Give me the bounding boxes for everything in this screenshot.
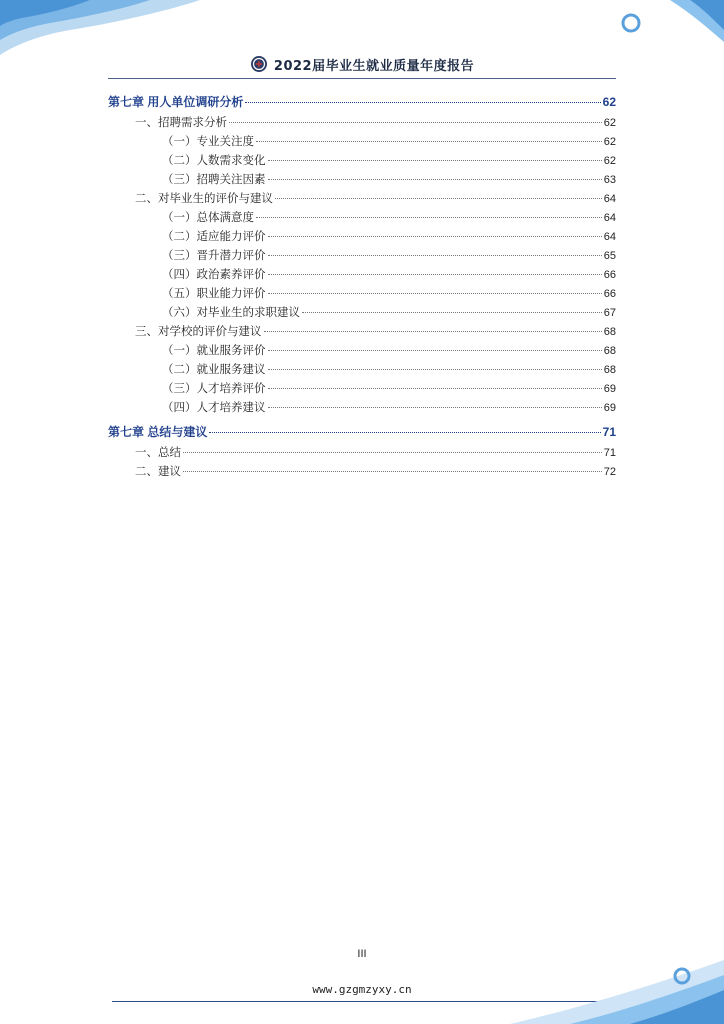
toc-section-entry[interactable] — [108, 462, 616, 481]
toc-entry-page: 62 — [603, 117, 616, 129]
toc-leader-dots — [268, 349, 602, 351]
toc-leader-dots — [268, 235, 602, 237]
toc-entry-label: 二、对毕业生的评价与建议 — [135, 191, 273, 205]
toc-entry-page: 69 — [603, 402, 616, 414]
header-divider — [108, 78, 616, 79]
toc-leader-dots — [268, 406, 602, 408]
toc-section-entry[interactable] — [108, 189, 616, 208]
toc-entry-page: 64 — [603, 193, 616, 205]
footer-url: www.gzgmzyxy.cn — [312, 983, 412, 996]
toc-entry-page: 62 — [602, 95, 616, 109]
toc-entry-label: （三）人才培养评价 — [162, 381, 266, 395]
toc-entry-page: 71 — [603, 447, 616, 459]
toc-section-entry[interactable] — [108, 443, 616, 462]
toc-subsection-entry[interactable] — [108, 151, 616, 170]
toc-entry-page: 68 — [603, 326, 616, 338]
toc-entry-label: 第七章 总结与建议 — [108, 425, 208, 439]
toc-leader-dots — [183, 451, 602, 453]
toc-leader-dots — [268, 254, 602, 256]
toc-subsection-entry[interactable] — [108, 303, 616, 322]
page-header — [108, 50, 616, 78]
toc-entry-label: （一）总体满意度 — [162, 210, 254, 224]
toc-entry-page: 64 — [603, 231, 616, 243]
toc-entry-label: 三、对学校的评价与建议 — [135, 324, 262, 338]
toc-leader-dots — [264, 330, 602, 332]
toc-entry-page: 68 — [603, 364, 616, 376]
toc-subsection-entry[interactable] — [108, 398, 616, 417]
toc-subsection-entry[interactable] — [108, 341, 616, 360]
toc-subsection-entry[interactable] — [108, 246, 616, 265]
toc-entry-page: 72 — [603, 466, 616, 478]
toc-leader-dots — [209, 431, 600, 433]
toc-entry-label: （一）专业关注度 — [162, 134, 254, 148]
toc-leader-dots — [229, 121, 602, 123]
toc-chapter-entry[interactable] — [108, 422, 616, 443]
toc-leader-dots — [268, 273, 602, 275]
toc-entry-label: （四）政治素养评价 — [162, 267, 266, 281]
toc-entry-label: 第七章 用人单位调研分析 — [108, 95, 244, 109]
toc-entry-page: 65 — [603, 250, 616, 262]
toc-subsection-entry[interactable] — [108, 284, 616, 303]
toc-entry-page: 69 — [603, 383, 616, 395]
toc-entry-label: 一、招聘需求分析 — [135, 115, 227, 129]
top-right-wave-decoration — [600, 0, 724, 50]
toc-entry-page: 63 — [603, 174, 616, 186]
toc-subsection-entry[interactable] — [108, 360, 616, 379]
toc-entry-label: 一、总结 — [135, 445, 181, 459]
toc-leader-dots — [256, 140, 602, 142]
table-of-contents — [108, 92, 616, 481]
toc-entry-label: （一）就业服务评价 — [162, 343, 266, 357]
toc-subsection-entry[interactable] — [108, 265, 616, 284]
toc-entry-label: 二、建议 — [135, 464, 181, 478]
toc-entry-label: （二）适应能力评价 — [162, 229, 266, 243]
toc-entry-label: （五）职业能力评价 — [162, 286, 266, 300]
toc-leader-dots — [183, 470, 602, 472]
toc-leader-dots — [268, 178, 602, 180]
toc-leader-dots — [268, 159, 602, 161]
toc-leader-dots — [268, 368, 602, 370]
toc-subsection-entry[interactable] — [108, 132, 616, 151]
toc-section-entry[interactable] — [108, 113, 616, 132]
school-logo-icon — [250, 55, 268, 73]
toc-entry-page: 64 — [603, 212, 616, 224]
header-title: 2022届毕业生就业质量年度报告 — [273, 58, 475, 74]
toc-entry-page: 68 — [603, 345, 616, 357]
toc-entry-label: （四）人才培养建议 — [162, 400, 266, 414]
toc-entry-page: 66 — [603, 288, 616, 300]
toc-leader-dots — [245, 101, 600, 103]
toc-subsection-entry[interactable] — [108, 227, 616, 246]
toc-entry-page: 66 — [603, 269, 616, 281]
bottom-right-wave-decoration — [480, 950, 724, 1024]
toc-entry-page: 67 — [603, 307, 616, 319]
toc-subsection-entry[interactable] — [108, 208, 616, 227]
toc-entry-page: 62 — [603, 155, 616, 167]
toc-entry-label: （三）晋升潜力评价 — [162, 248, 266, 262]
toc-leader-dots — [268, 387, 602, 389]
toc-leader-dots — [302, 311, 602, 313]
toc-section-entry[interactable] — [108, 322, 616, 341]
page-number: III — [357, 948, 367, 960]
toc-entry-label: （二）就业服务建议 — [162, 362, 266, 376]
toc-subsection-entry[interactable] — [108, 379, 616, 398]
toc-entry-label: （六）对毕业生的求职建议 — [162, 305, 300, 319]
toc-subsection-entry[interactable] — [108, 170, 616, 189]
toc-entry-page: 62 — [603, 136, 616, 148]
toc-leader-dots — [256, 216, 602, 218]
toc-entry-label: （二）人数需求变化 — [162, 153, 266, 167]
toc-leader-dots — [268, 292, 602, 294]
toc-entry-page: 71 — [602, 425, 616, 439]
toc-leader-dots — [275, 197, 602, 199]
toc-entry-label: （三）招聘关注因素 — [162, 172, 266, 186]
toc-chapter-entry[interactable] — [108, 92, 616, 113]
